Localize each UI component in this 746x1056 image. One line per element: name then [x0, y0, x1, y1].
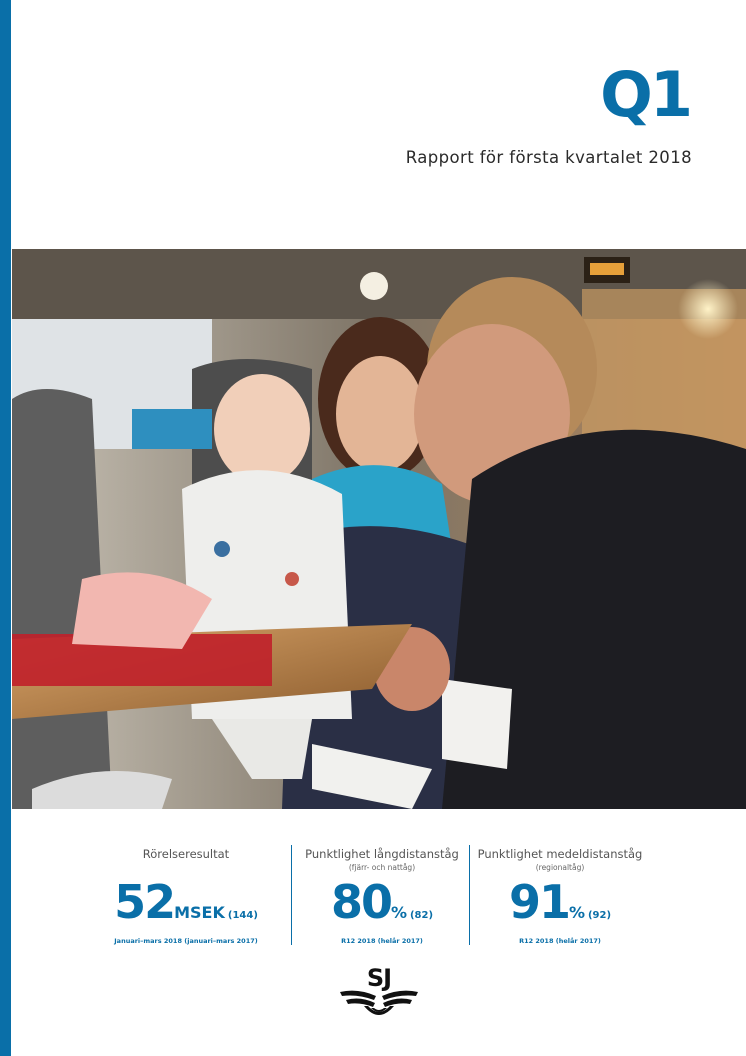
quarter-title: Q1 — [600, 58, 690, 131]
kpi-unit: % — [568, 903, 585, 922]
kpi-value-row — [294, 877, 470, 941]
kpi-value: 52 — [114, 875, 175, 929]
kpi-sublabel — [100, 863, 272, 873]
kpi-label: Punktlighet långdistanståg — [305, 847, 459, 861]
sj-logo-icon — [338, 962, 420, 1024]
kpi-operating-result — [100, 845, 272, 949]
kpi-divider — [469, 845, 470, 945]
kpi-period: Januari–mars 2018 (januari–mars 2017) — [114, 937, 258, 945]
kpi-divider — [291, 845, 292, 945]
cover-photo — [12, 249, 746, 809]
kpi-comparison: (144) — [227, 910, 258, 921]
kpi-period: R12 2018 (helår 2017) — [519, 937, 601, 945]
kpi-value: 80 — [330, 875, 391, 929]
report-subtitle: Rapport för första kvartalet 2018 — [405, 148, 692, 167]
kpi-period: R12 2018 (helår 2017) — [341, 937, 423, 945]
kpi-sublabel: (regionaltåg) — [535, 863, 585, 872]
kpi-unit: % — [390, 903, 407, 922]
kpi-label: Rörelseresultat — [142, 847, 230, 861]
kpi-label: Punktlighet medeldistanståg — [477, 847, 643, 861]
kpi-unit: MSEK — [174, 903, 225, 922]
kpi-comparison: (82) — [409, 910, 434, 921]
kpi-comparison: (92) — [587, 910, 612, 921]
kpi-value-row — [472, 877, 648, 941]
kpi-punctuality-long-distance — [294, 845, 470, 949]
kpi-sublabel: (fjärr- och nattåg) — [348, 863, 416, 872]
sj-logo-text: SJ — [366, 964, 392, 992]
side-accent-bar — [0, 0, 11, 1056]
kpi-value-row — [100, 877, 272, 941]
kpi-punctuality-medium-distance — [472, 845, 648, 949]
kpi-value: 91 — [508, 875, 569, 929]
